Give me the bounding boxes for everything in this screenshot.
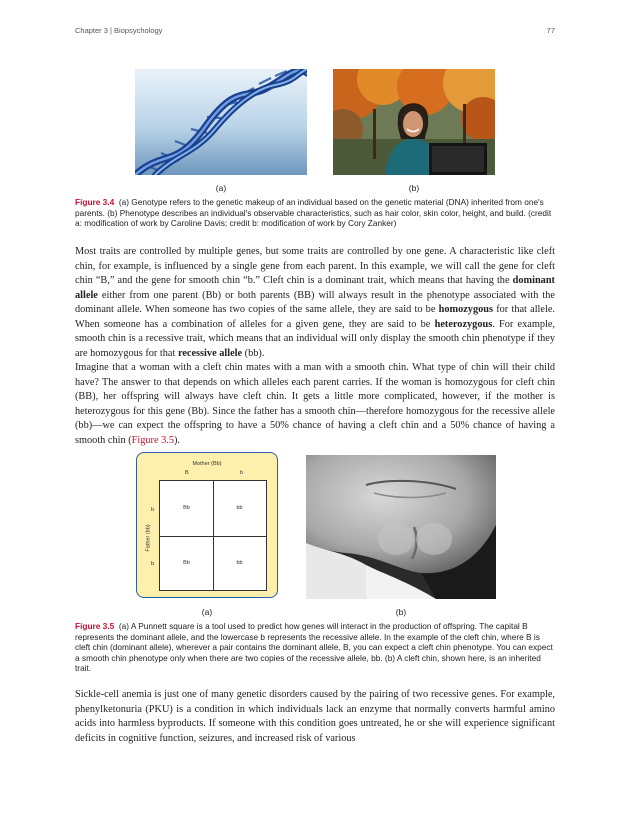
punnett-cell: Bb [183, 559, 190, 566]
punnett-father-allele-2: b [151, 561, 155, 567]
figure-3-4-sublabel-a: (a) [215, 183, 227, 193]
figure-3-5-label: Figure 3.5 [75, 621, 115, 631]
dna-helix-image [135, 69, 307, 175]
paragraph-dominant-recessive [75, 245, 555, 361]
punnett-mother-label: Mother (Bb) [192, 461, 222, 467]
para2-text-2: ). [173, 434, 180, 446]
para1-text-5: (bb). [242, 347, 265, 359]
figure-3-5-link[interactable]: Figure 3.5 [131, 434, 174, 446]
punnett-mother-allele-1: B [185, 470, 189, 476]
punnett-cell: bb [236, 505, 243, 512]
punnett-square [136, 452, 278, 598]
figure-3-5-caption [75, 621, 555, 674]
para1-text-4: . For example, smooth chin is a recessive trait, which means that an individual will only display the smooth chin phenotype if they are homozygous for that [75, 318, 555, 359]
para1-text-3: for that allele. When someone has a combination of alleles for a given gene, they are said to be [75, 304, 555, 330]
para1-text-2: either from one parent (Bb) or both parents (BB) will always result in the phenotype associated with the dominant allele. When someone has two copies of the same allele, they are said to be [75, 289, 555, 315]
term-heterozygous: heterozygous [434, 318, 493, 330]
woman-laptop-photo [333, 69, 495, 175]
paragraph-cleft-chin-example [75, 361, 555, 448]
punnett-mother-allele-2: b [240, 470, 244, 476]
figure-3-4-label: Figure 3.4 [75, 197, 115, 207]
figure-3-4-sublabel-b: (b) [408, 183, 420, 193]
running-header-page-number: 77 [546, 26, 555, 35]
para1-text-1: Most traits are controlled by multiple genes, but some traits are controlled by one gene. A characteristic like cleft chin, for example, is influenced by a single gene from each parent. In this example, we will call the gene for cleft chin “B,” and the gene for smooth chin “b.” Cleft chin is a dominant trait, which means that having the [75, 246, 555, 286]
punnett-cell: Bb [183, 505, 190, 512]
punnett-grid [159, 480, 267, 591]
punnett-cell: bb [236, 559, 243, 566]
figure-3-5-sublabel-b: (b) [395, 607, 407, 617]
term-recessive-allele: recessive allele [177, 347, 243, 359]
term-homozygous: homozygous [438, 304, 493, 315]
running-header-chapter: Chapter 3 | Biopsychology [75, 26, 163, 35]
paragraph-genetic-disorders: Sickle-cell anemia is just one of many genetic disorders caused by the pairing of two recessive genes. For example, phenylketonuria (PKU) is a condition in which individuals lack an enzyme that normally converts harmful amino acids into harmless byproducts. If someone with this condition goes untreated, he or she will experience significant deficits in cognitive function, seizures, and increased risk of various [75, 689, 555, 744]
cleft-chin-photo [306, 455, 496, 599]
term-dominant-allele: dominant allele [75, 275, 555, 301]
para2-text-1: Imagine that a woman with a cleft chin mates with a man with a smooth chin. What type of chin will their child have? The answer to that depends on which alleles each parent carries. If the woman is homozygous for cleft chin (BB), her offspring will always have cleft chin. It gets a little more complicated, however, if the mother is heterozygous for this gene (Bb). Since the father has a smooth chin—therefore homozygous for the recessive allele (bb)—we can expect the offspring to have a 50% chance of having a cleft chin and a 50% chance of having a smooth chin ( [75, 362, 555, 446]
figure-3-5-sublabel-a: (a) [201, 607, 213, 617]
punnett-father-allele-1: b [151, 507, 155, 513]
figure-3-5-caption-text: (a) A Punnett square is a tool used to predict how genes will interact in the production of offspring. The capital B represents the dominant allele, and the lowercase b represents the recessive allele. In the example of the cleft chin, where B is cleft chin (dominant allele), wherever a pair contains the dominant allele, B, you can expect a cleft chin phenotype. You can expect a smooth chin phenotype only when there are two copies of the recessive allele, bb. (b) A cleft chin, shown here, is an inherited trait. [75, 621, 553, 673]
punnett-father-label: Father (bb) [145, 524, 152, 552]
figure-3-4-caption [75, 197, 555, 229]
figure-3-4-caption-text: (a) Genotype refers to the genetic makeup of an individual based on the genetic material (DNA) inherited from one's parents. (b) Phenotype describes an individual's observable characteristics, such as hair color, skin color, height, and build. (credit a: modification of work by Caroline Davis; credit b: modification of work by Cory Zanker) [75, 197, 552, 228]
